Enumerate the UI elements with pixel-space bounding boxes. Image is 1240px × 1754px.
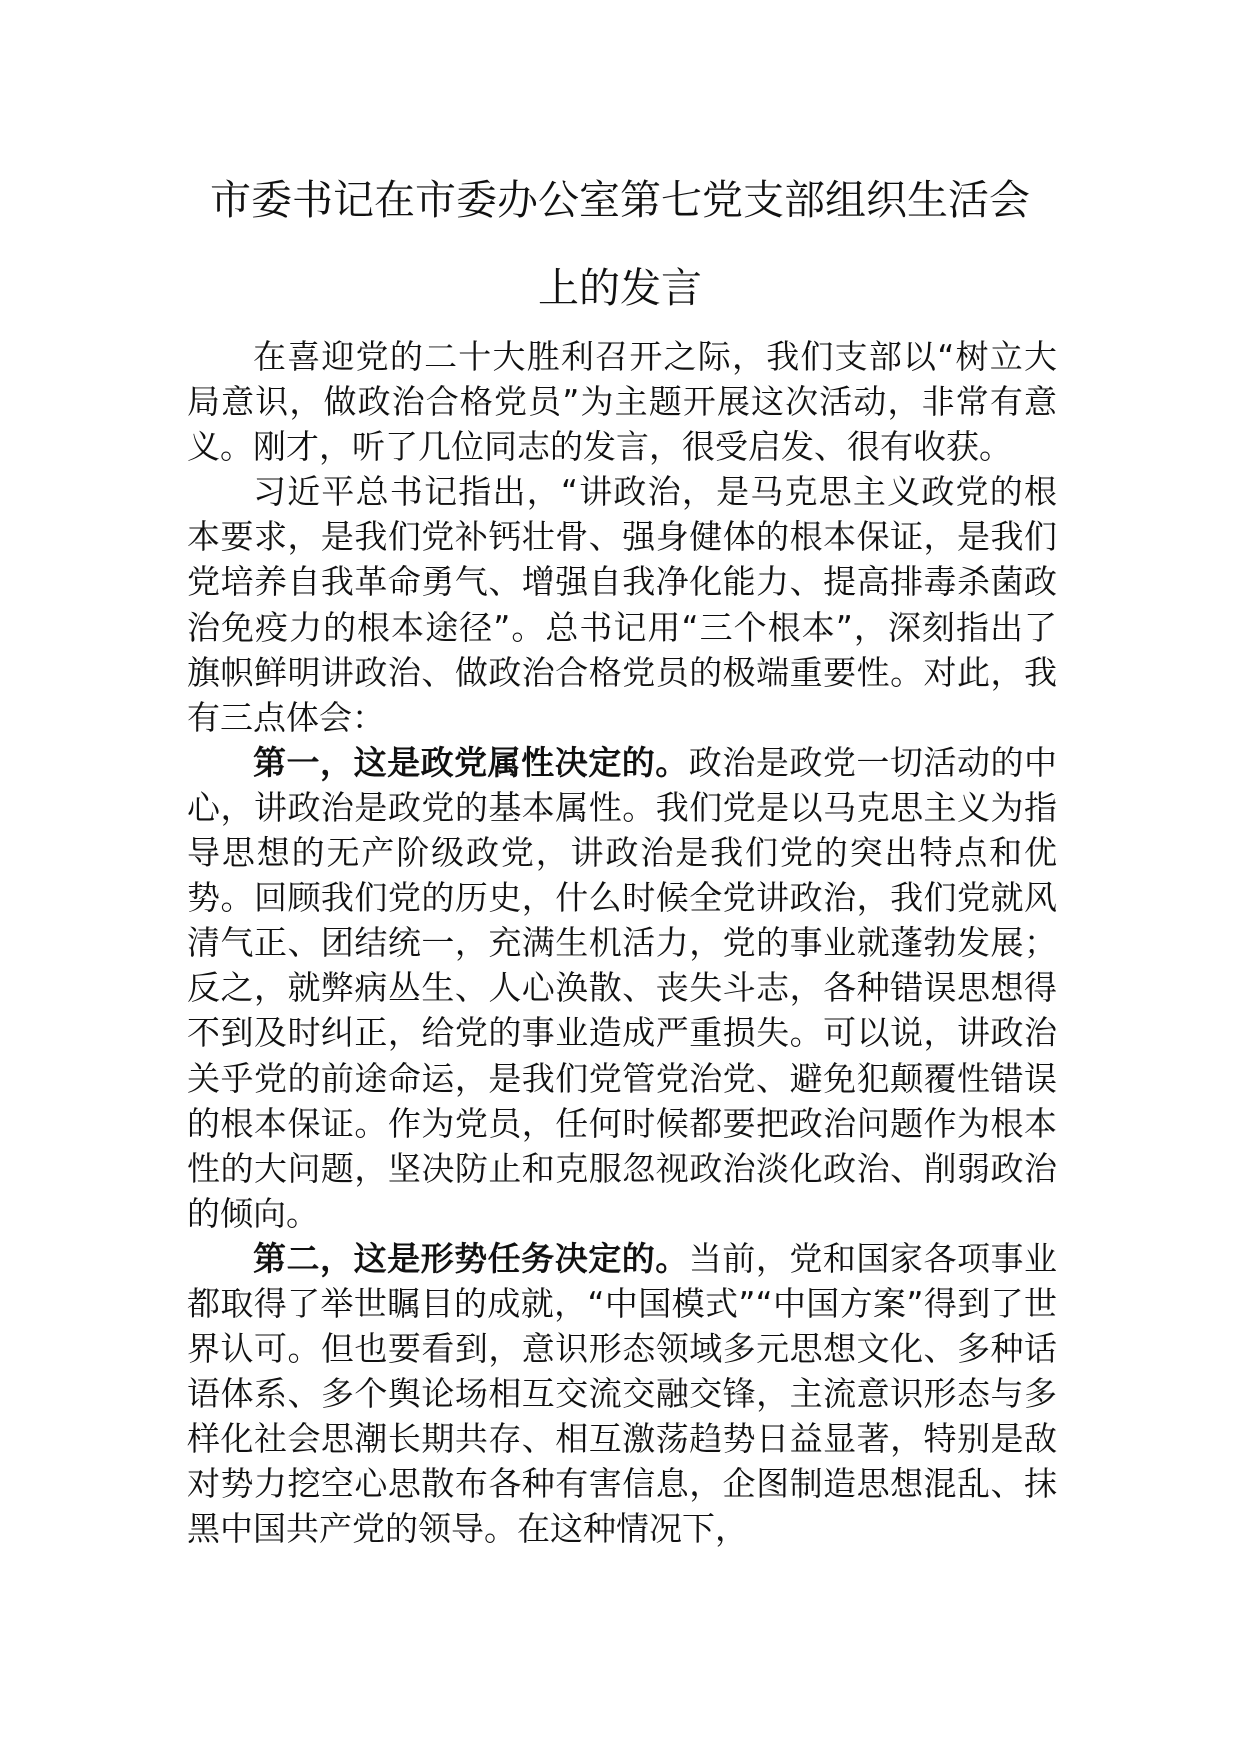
document-title-line-2: 上的发言 [538, 264, 702, 312]
paragraph-intro [187, 334, 1057, 469]
paragraph-point-2 [187, 1236, 1057, 1552]
paragraph-quote [187, 469, 1057, 740]
paragraph-lead: 第二，这是形势任务决定的。 [253, 1238, 689, 1278]
paragraph-point-1 [187, 740, 1057, 1236]
paragraph-text: 在喜迎党的二十大胜利召开之际，我们支部以“树立大局意识，做政治合格党员”为主题开展这次活动，非常有意义。刚才，听了几位同志的发言，很受启发、很有收获。 [187, 337, 1057, 467]
document-body [187, 334, 1057, 1552]
document-title-line-1: 市委书记在市委办公室第七党支部组织生活会 [210, 176, 1030, 224]
paragraph-lead: 第一，这是政党属性决定的。 [253, 742, 689, 782]
paragraph-text: 政治是政党一切活动的中心，讲政治是政党的基本属性。我们党是以马克思主义为指导思想的无产阶级政党，讲政治是我们党的突出特点和优势。回顾我们党的历史，什么时候全党讲政治，我们党就风清气正、团结统一，充满生机活力，党的事业就蓬勃发展；反之，就弊病丛生、人心涣散、丧失斗志，各种错误思想得不到及时纠正，给党的事业造成严重损失。可以说，讲政治关乎党的前途命运，是我们党管党治党、避免犯颠覆性错误的根本保证。作为党员，任何时候都要把政治问题作为根本性的大问题，坚决防止和克服忽视政治淡化政治、削弱政治的倾向。 [187, 742, 1058, 1233]
paragraph-text: 当前，党和国家各项事业都取得了举世瞩目的成就，“中国模式”“中国方案”得到了世界认可。但也要看到，意识形态领域多元思想文化、多种话语体系、多个舆论场相互交流交融交锋，主流意识形态与多样化社会思潮长期共存、相互激荡趋势日益显著，特别是敌对势力挖空心思散布各种有害信息，企图制造思想混乱、抹黑中国共产党的领导。在这种情况下， [187, 1238, 1058, 1549]
paragraph-text: 习近平总书记指出，“讲政治，是马克思主义政党的根本要求，是我们党补钙壮骨、强身健体的根本保证，是我们党培养自我革命勇气、增强自我净化能力、提高排毒杀菌政治免疫力的根本途径”。总书记用“三个根本”，深刻指出了旗帜鲜明讲政治、做政治合格党员的极端重要性。对此，我有三点体会： [187, 472, 1057, 737]
